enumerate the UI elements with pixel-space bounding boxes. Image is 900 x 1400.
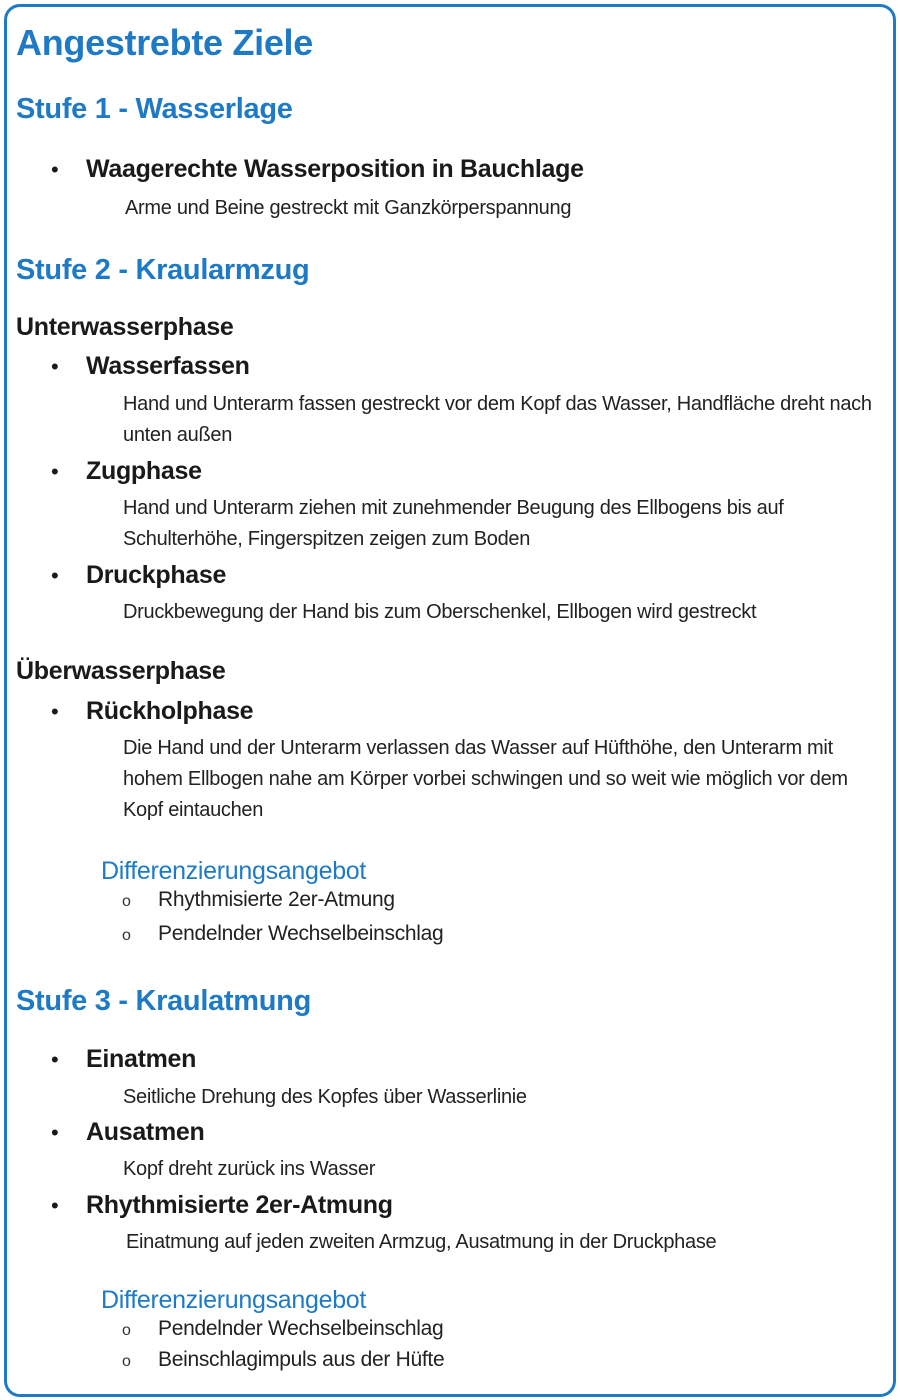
item-label-rhythmisierte-atmung: Rhythmisierte 2er-Atmung: [86, 1191, 393, 1219]
item-desc: Seitliche Drehung des Kopfes über Wasserlinie: [123, 1086, 527, 1108]
item-desc-line: Hand und Unterarm ziehen mit zunehmender Beugung des Ellbogens bis auf: [123, 497, 784, 519]
stufe1-item-label: Waagerechte Wasserposition in Bauchlage: [86, 155, 584, 183]
item-desc-line: Hand und Unterarm fassen gestreckt vor dem Kopf das Wasser, Handfläche dreht nach: [123, 393, 872, 415]
bullet-icon: •: [51, 1047, 59, 1072]
item-desc-line: hohem Ellbogen nahe am Körper vorbei schwingen und so weit wie möglich vor dem: [123, 768, 848, 790]
circle-bullet-icon: o: [122, 927, 131, 944]
bullet-icon: •: [51, 1120, 59, 1145]
differenzierung-item: Pendelnder Wechselbeinschlag: [158, 922, 444, 945]
item-desc: Einatmung auf jeden zweiten Armzug, Ausatmung in der Druckphase: [126, 1231, 717, 1253]
circle-bullet-icon: o: [122, 1353, 131, 1370]
item-desc-line: Druckbewegung der Hand bis zum Oberschenkel, Ellbogen wird gestreckt: [123, 601, 757, 623]
bullet-icon: •: [51, 459, 59, 484]
bullet-icon: •: [51, 354, 59, 379]
circle-bullet-icon: o: [122, 1322, 131, 1339]
item-desc-line: Die Hand und der Unterarm verlassen das Wasser auf Hüfthöhe, den Unterarm mit: [123, 737, 833, 759]
differenzierung-title: Differenzierungsangebot: [101, 1286, 367, 1314]
stufe1-item-desc: Arme und Beine gestreckt mit Ganzkörperspannung: [125, 197, 572, 219]
item-label-rueckholphase: Rückholphase: [86, 697, 254, 725]
item-desc-line: Schulterhöhe, Fingerspitzen zeigen zum Boden: [123, 528, 531, 550]
item-label-ausatmen: Ausatmen: [86, 1118, 205, 1146]
phase-label-unterwasser: Unterwasserphase: [16, 313, 234, 341]
differenzierung-item: Rhythmisierte 2er-Atmung: [158, 888, 395, 911]
item-label-einatmen: Einatmen: [86, 1045, 197, 1073]
differenzierung-item: Pendelnder Wechselbeinschlag: [158, 1317, 444, 1340]
stufe3-heading: Stufe 3 - Kraulatmung: [16, 985, 312, 1017]
item-label-wasserfassen: Wasserfassen: [86, 352, 250, 380]
bullet-icon: •: [51, 563, 59, 588]
item-label-zugphase: Zugphase: [86, 457, 202, 485]
bullet-icon: •: [51, 1193, 59, 1218]
item-label-druckphase: Druckphase: [86, 561, 227, 589]
item-desc-line: unten außen: [123, 424, 233, 446]
bullet-icon: •: [51, 699, 59, 724]
differenzierung-title: Differenzierungsangebot: [101, 857, 367, 885]
item-desc: Kopf dreht zurück ins Wasser: [123, 1158, 376, 1180]
item-desc-line: Kopf eintauchen: [123, 799, 264, 821]
differenzierung-item: Beinschlagimpuls aus der Hüfte: [158, 1348, 445, 1371]
bullet-icon: •: [51, 157, 59, 182]
circle-bullet-icon: o: [122, 893, 131, 910]
stufe1-heading: Stufe 1 - Wasserlage: [16, 93, 293, 125]
phase-label-ueberwasser: Überwasserphase: [16, 657, 226, 685]
page-title: Angestrebte Ziele: [16, 22, 313, 63]
stufe2-heading: Stufe 2 - Kraularmzug: [16, 254, 310, 286]
